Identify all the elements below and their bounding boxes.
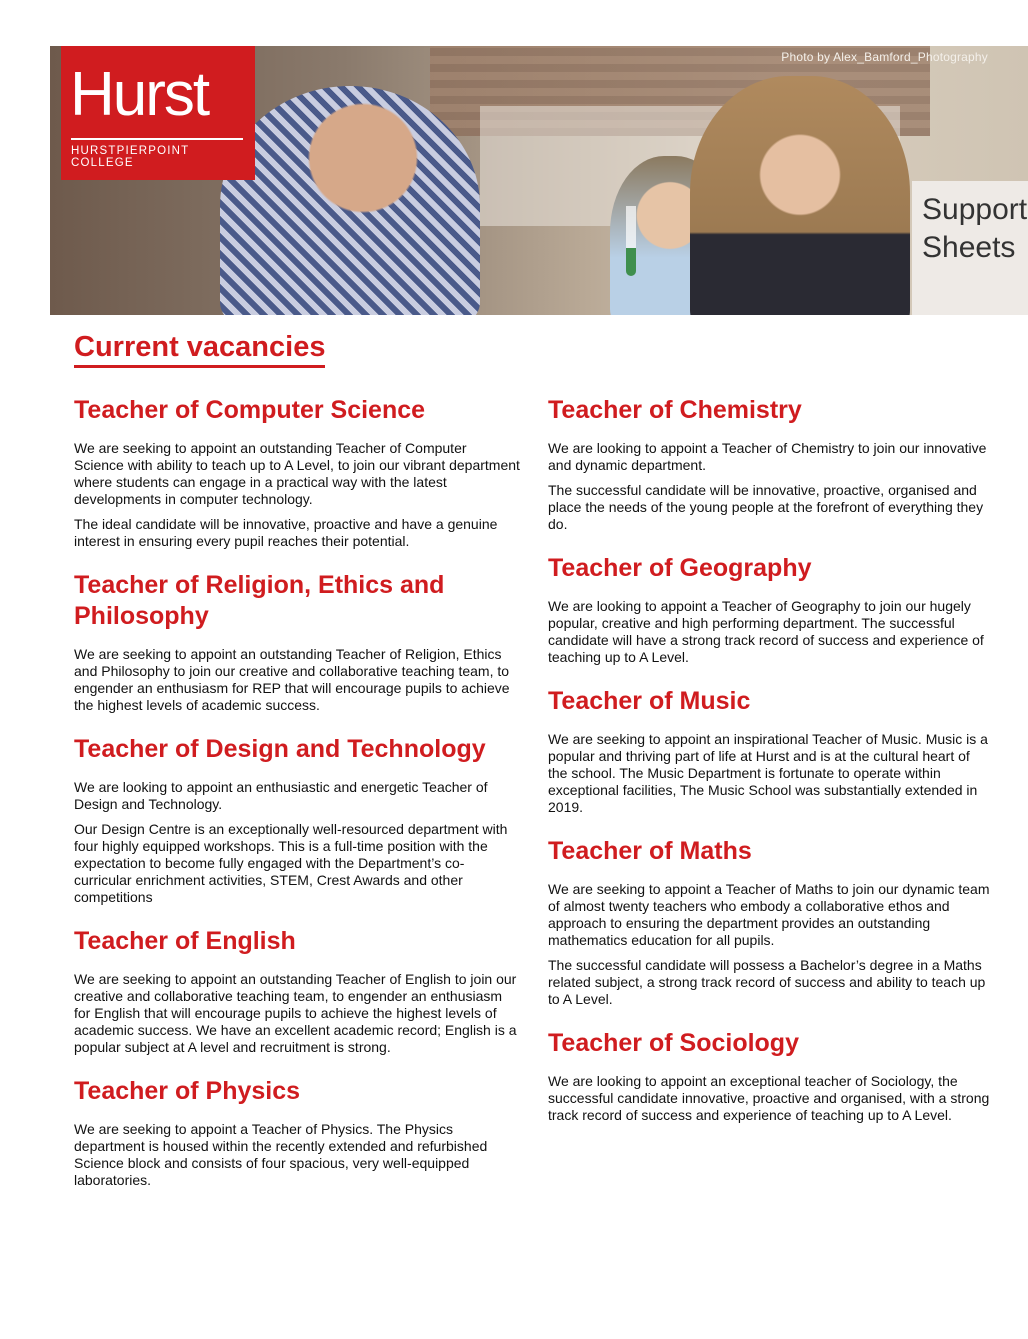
vacancy-paragraph: The successful candidate will be innovative, proactive, organised and place the needs of the young people at the forefront of everything they do. bbox=[548, 482, 984, 532]
vacancy-title: Teacher of Design and Technology bbox=[74, 735, 486, 763]
vacancy-music bbox=[548, 686, 993, 816]
vacancy-physics bbox=[74, 1076, 520, 1189]
vacancy-maths bbox=[548, 836, 993, 1008]
logo-word: Hurst bbox=[70, 60, 209, 129]
vacancy-paragraph: We are seeking to appoint a Teacher of Physics. The Physics department is housed within the recently extended and refurbished Science block and consists of four spacious, very well-equipped laboratories. bbox=[74, 1121, 488, 1188]
photo-student bbox=[690, 76, 910, 315]
vacancy-title: Teacher of Chemistry bbox=[548, 396, 802, 424]
photo-test-tube bbox=[626, 206, 636, 276]
vacancy-paragraph: We are looking to appoint a Teacher of Geography to join our hugely popular, creative and high performing department. The successful candidate will have a strong track record of success and experience of teaching up to A Level. bbox=[548, 598, 984, 665]
vacancy-english bbox=[74, 926, 520, 1056]
vacancy-rep bbox=[74, 570, 520, 714]
photo-teacher bbox=[220, 86, 480, 315]
vacancy-paragraph: We are seeking to appoint an inspirational Teacher of Music. Music is a popular and thriving part of life at Hurst and is at the cultural heart of the school. The Music Department is fortunate to operate within exceptional facilities, The Music School was substantially extended in 2019. bbox=[548, 731, 988, 815]
photo-sign: Support Sheets bbox=[912, 181, 1028, 315]
vacancy-sociology bbox=[548, 1028, 993, 1124]
vacancy-title: Teacher of Computer Science bbox=[74, 396, 426, 424]
vacancy-paragraph: We are looking to appoint a Teacher of Chemistry to join our innovative and dynamic department. bbox=[548, 440, 987, 473]
left-column bbox=[74, 395, 520, 1197]
vacancy-title: Teacher of Geography bbox=[548, 554, 812, 582]
vacancy-paragraph: We are looking to appoint an enthusiastic and energetic Teacher of Design and Technology. bbox=[74, 779, 488, 812]
right-column bbox=[548, 395, 993, 1132]
vacancy-computer-science bbox=[74, 395, 520, 550]
hurst-logo[interactable] bbox=[61, 46, 255, 180]
vacancy-title: Teacher of Religion, Ethics and Philosophy bbox=[74, 571, 445, 630]
vacancy-design-technology bbox=[74, 734, 520, 906]
vacancy-title: Teacher of Music bbox=[548, 687, 751, 715]
vacancy-title: Teacher of Physics bbox=[74, 1077, 301, 1105]
vacancy-paragraph: We are seeking to appoint an outstanding Teacher of Computer Science with ability to teach up to A Level, to join our vibrant department where students can engage in a practical way with the latest developments in computer technology. bbox=[74, 440, 520, 507]
logo-rule bbox=[71, 138, 243, 140]
page-title: Current vacancies bbox=[74, 330, 325, 368]
vacancy-paragraph: Our Design Centre is an exceptionally well-resourced department with four highly equipped workshops. This is a full-time position with the expectation to become fully engaged with the Department’s co-curricular enrichment activities, STEM, Crest Awards and other competitions bbox=[74, 821, 508, 905]
vacancy-title: Teacher of Maths bbox=[548, 837, 752, 865]
vacancy-paragraph: We are seeking to appoint an outstanding Teacher of English to join our creative and collaborative teaching team, to engender an enthusiasm for English that will encourage pupils to achieve the highest levels of academic success. We have an excellent academic record; English is a popular subject at A level and recruitment is strong. bbox=[74, 971, 517, 1055]
vacancy-title: Teacher of English bbox=[74, 927, 296, 955]
vacancy-title: Teacher of Sociology bbox=[548, 1029, 799, 1057]
logo-subtitle: HURSTPIERPOINT COLLEGE bbox=[71, 145, 190, 169]
vacancy-paragraph: We are looking to appoint an exceptional teacher of Sociology, the successful candidate innovative, proactive and organised, with a strong track record of success and experience of teaching up to A Level. bbox=[548, 1073, 990, 1123]
vacancy-geography bbox=[548, 553, 993, 666]
vacancy-paragraph: We are seeking to appoint an outstanding Teacher of Religion, Ethics and Philosophy to join our creative and collaborative teaching team, to engender an enthusiasm for REP that will encourage pupils to achieve the highest levels of academic success. bbox=[74, 646, 510, 713]
vacancy-paragraph: We are seeking to appoint a Teacher of Maths to join our dynamic team of almost twenty teachers who embody a collaborative ethos and approach to ensuring the department provides an outstanding mathematics education for all pupils. bbox=[548, 881, 990, 948]
vacancy-paragraph: The ideal candidate will be innovative, proactive and have a genuine interest in ensuring every pupil reaches their potential. bbox=[74, 516, 498, 549]
vacancy-chemistry bbox=[548, 395, 993, 533]
vacancy-paragraph: The successful candidate will possess a Bachelor’s degree in a Maths related subject, a strong track record of success and ability to teach up to A Level. bbox=[548, 957, 986, 1007]
photo-credit: Photo by Alex_Bamford_Photography bbox=[781, 50, 988, 64]
